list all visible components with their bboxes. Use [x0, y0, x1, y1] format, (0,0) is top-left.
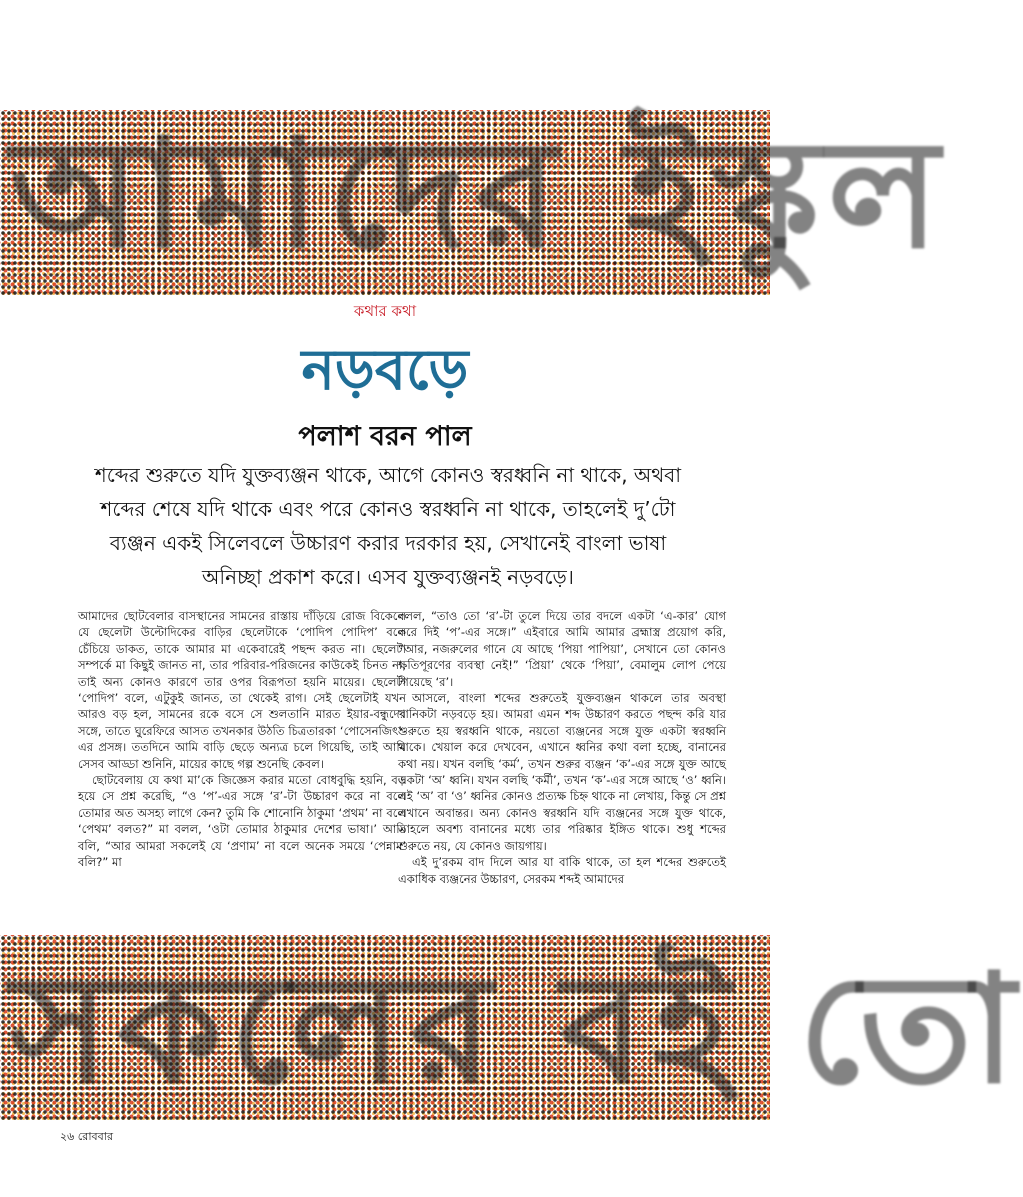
body-column-left	[78, 608, 406, 871]
bottom-halftone-banner	[0, 935, 1023, 1120]
body-paragraph: বলল, “তাও তো ‘র’-টা তুলে দিয়ে তার বদলে একটা ‘এ-কার’ যোগ করে দিই ‘প’-এর সঙ্গে।” এইবারে আমি আমার ব্রহ্মাস্ত্র প্রয়োগ করি, “আর, নজরুলের গানে যে আছে ‘পিয়া পাপিয়া’, সেখানে তো কোনও ক্ষতিপূরণের ব্যবস্থা নেই!” ‘প্রিয়া’ থেকে ‘পিয়া’, বেমালুম লোপ পেয়ে গিয়েছে ‘র’।	[398, 609, 726, 689]
bottom-banner-text: সকলের বই তো	[10, 943, 1023, 1117]
top-halftone-banner	[0, 108, 948, 295]
body-paragraph: ছোটবেলায় যে কথা মা’কে জিজ্ঞেস করার মতো বোধবুদ্ধি হয়নি, বড় হয়ে সে প্রশ্ন করেছি, “ও ‘প’-এর সঙ্গে ‘র’-টা উচ্চারণ করে না বলে তোমার অত অসহ্য লাগে কেন? তুমি কি শোনোনি ঠাকুমা ‘প্রথম’ না বলে ‘পেথম’ বলত?” মা বলল, ‘ওটা তোমার ঠাকুমার দেশের ভাষা।’ আমি বলি, “আর আমরা সকলেই যে ‘প্রণাম’ না বলে অনেক সময়ে ‘পেন্নাম’ বলি?” মা	[78, 773, 406, 870]
article-title: নড়বড়ে	[301, 338, 469, 403]
body-paragraph: এই দু’রকম বাদ দিলে আর যা বাকি থাকে, তা হল শব্দের শুরুতেই একাধিক ব্যঞ্জনের উচ্চারণ, সেরকম শব্দই আমাদের	[398, 855, 726, 886]
top-banner-text: আমাদের ইস্কুল	[10, 108, 948, 282]
section-label: কথার কথা	[353, 302, 417, 320]
body-column-right	[398, 608, 726, 887]
intro-paragraph: শব্দের শুরুতে যদি যুক্তব্যঞ্জন থাকে, আগে কোনও স্বরধ্বনি না থাকে, অথবা শব্দের শেষে যদি থাকে এবং পরে কোনও স্বরধ্বনি না থাকে, তাহলেই দু’টো ব্যঞ্জন একই সিলেবলে উচ্চারণ করার দরকার হয়, সেখানেই বাংলা ভাষা অনিচ্ছা প্রকাশ করে। এসব যুক্তব্যঞ্জনই নড়বড়ে।	[94, 463, 682, 589]
page-footer: ২৬ রোববার	[60, 1130, 113, 1143]
body-paragraph: আসলে, বাংলা শব্দের শুরুতেই যুক্তব্যঞ্জন থাকলে তার অবস্থা খানিকটা নড়বড়ে হয়। আমরা এমন শব্দ উচ্চারণ করতে পছন্দ করি যার শুরুতে হয় স্বরধ্বনি থাকে, নয়তো ব্যঞ্জনের সঙ্গে যুক্ত একটা স্বরধ্বনি থাকে। খেয়াল করে দেখবেন, এখানে ধ্বনির কথা বলা হচ্ছে, বানানের কথা নয়। যখন বলছি ‘কর্ম’, তখন শুরুর ব্যঞ্জন ‘ক’-এর সঙ্গে যুক্ত আছে একটা ‘অ’ ধ্বনি। যখন বলছি ‘কর্মী’, তখন ‘ক’-এর সঙ্গে আছে ‘ও’ ধ্বনি। এই ‘অ’ বা ‘ও’ ধ্বনির কোনও প্রত্যক্ষ চিহ্ন থাকে না লেখায়, কিন্তু সে প্রশ্ন এখানে অবান্তর। অন্য কোনও স্বরধ্বনি যদি ব্যঞ্জনের সঙ্গে যুক্ত থাকে, তাহলে অবশ্য বানানের মধ্যে তার পরিষ্কার ইঙ্গিত থাকে। শুধু শব্দের শুরুতে নয়, যে কোনও জায়গায়।	[398, 691, 726, 853]
body-paragraph: আমাদের ছোটবেলার বাসস্থানের সামনের রাস্তায় দাঁড়িয়ে রোজ বিকেলে যে ছেলেটা উল্টোদিকের বাড়ির ছেলেটাকে ‘পোদিপ পোদিপ’ বলে চেঁচিয়ে ডাকত, তাকে আমার মা একেবারেই পছন্দ করত না। ছেলেটা সম্পর্কে মা কিছুই জানত না, তার পরিবার-পরিজনের কাউকেই চিনত না, তাই অন্য কোনও কারণে তার ওপর বিরূপতা হয়নি মায়ের। ছেলেটা ‘পোদিপ’ বলে, এটুকুই জানত, তা থেকেই রাগ। সেই ছেলেটাই যখন আরও বড় হল, সামনের রকে বসে সে শুলতানি মারত ইয়ার-বন্ধুদের সঙ্গে, তাতে ঘুরেফিরে আসত তখনকার উঠতি চিত্রতারকা ‘পোসেনজিৎ’-এর প্রসঙ্গ। ততদিনে আমি বাড়ি ছেড়ে অন্যত্র চলে গিয়েছি, তাই আমি সেসব আড্ডা শুনিনি, মায়ের কাছে গল্প শুনেছি কেবল।	[78, 609, 406, 771]
author-name: পলাশ বরন পাল	[298, 421, 472, 452]
